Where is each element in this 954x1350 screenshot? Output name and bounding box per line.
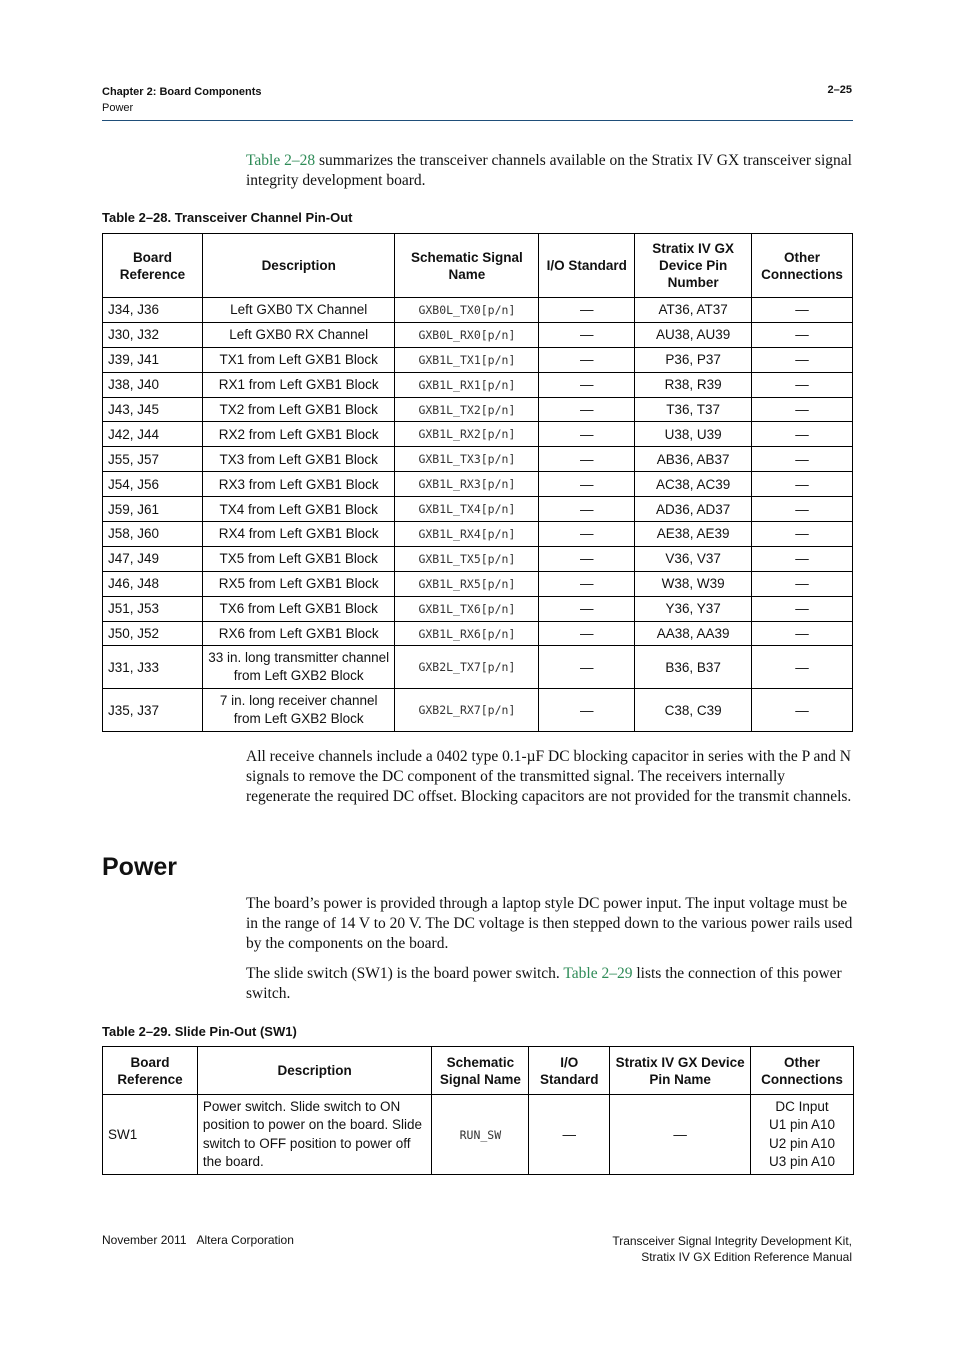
cell-io-standard: — <box>539 497 635 522</box>
table1-caption: Table 2–28. Transceiver Channel Pin-Out <box>102 210 353 225</box>
cell-device-pin: B36, B37 <box>635 646 752 689</box>
table-row <box>103 646 853 689</box>
table-row <box>103 522 853 547</box>
header-io-standard: I/O Standard <box>529 1047 610 1095</box>
cell-signal-name: GXB0L_RX0[p/n] <box>395 322 539 347</box>
cell-io-standard: — <box>539 522 635 547</box>
intro-paragraph <box>246 151 853 191</box>
cell-io-standard: — <box>529 1095 610 1175</box>
cell-board-reference: J46, J48 <box>103 571 203 596</box>
cell-other-connections: — <box>752 422 853 447</box>
header-board-reference: Board Reference <box>103 234 203 298</box>
cell-description: RX4 from Left GXB1 Block <box>202 522 395 547</box>
section-title: Power <box>102 102 134 114</box>
header-device-pin-name: Stratix IV GX Device Pin Name <box>610 1047 751 1095</box>
cell-board-reference: SW1 <box>103 1095 198 1175</box>
power-paragraph-2 <box>246 964 853 1004</box>
cell-io-standard: — <box>539 422 635 447</box>
cell-device-pin: AE38, AE39 <box>635 522 752 547</box>
table-row <box>103 322 853 347</box>
header-description: Description <box>197 1047 431 1095</box>
cell-board-reference: J39, J41 <box>103 347 203 372</box>
cell-description: TX6 from Left GXB1 Block <box>202 596 395 621</box>
cell-io-standard: — <box>539 372 635 397</box>
cell-description: Left GXB0 RX Channel <box>202 322 395 347</box>
cell-device-pin: W38, W39 <box>635 571 752 596</box>
cell-device-pin: AD36, AD37 <box>635 497 752 522</box>
cell-description: TX3 from Left GXB1 Block <box>202 447 395 472</box>
cell-io-standard: — <box>539 472 635 497</box>
cell-other-connections: — <box>752 571 853 596</box>
cell-signal-name: GXB1L_RX1[p/n] <box>395 372 539 397</box>
cell-description: Power switch. Slide switch to ON position to power on the board. Slide switch to OFF position to power off the board. <box>197 1095 431 1175</box>
power-heading: Power <box>102 853 178 881</box>
cell-device-pin: C38, C39 <box>635 689 752 732</box>
footer-company: Altera Corporation <box>196 1233 294 1247</box>
table-row <box>103 397 853 422</box>
cell-io-standard: — <box>539 646 635 689</box>
cell-signal-name: GXB1L_RX2[p/n] <box>395 422 539 447</box>
para2-text-after: lists the connection of this power switch. <box>246 965 842 1002</box>
cell-device-pin: AC38, AC39 <box>635 472 752 497</box>
cell-other-connections: — <box>752 689 853 732</box>
footer-left <box>102 1233 294 1247</box>
cell-description: 7 in. long receiver channel from Left GXB2 Block <box>202 689 395 732</box>
cell-signal-name: GXB1L_RX6[p/n] <box>395 621 539 646</box>
cell-other-connections: — <box>752 497 853 522</box>
cell-signal-name: GXB1L_TX4[p/n] <box>395 497 539 522</box>
cell-io-standard: — <box>539 621 635 646</box>
cell-device-pin: AU38, AU39 <box>635 322 752 347</box>
power-paragraph-1: The board’s power is provided through a laptop style DC power input. The input voltage must be in the range of 14 V to 20 V. The DC voltage is then stepped down to the various power rails used by the components on the board. <box>246 895 853 952</box>
table-row <box>103 621 853 646</box>
cell-description: Left GXB0 TX Channel <box>202 298 395 323</box>
header-other-connections: Other Connections <box>752 234 853 298</box>
cell-device-pin: P36, P37 <box>635 347 752 372</box>
cell-other-connections: — <box>752 646 853 689</box>
cell-board-reference: J51, J53 <box>103 596 203 621</box>
cell-signal-name: GXB1L_TX1[p/n] <box>395 347 539 372</box>
other-connection-line: U3 pin A10 <box>768 1154 836 1169</box>
cell-board-reference: J30, J32 <box>103 322 203 347</box>
cell-board-reference: J34, J36 <box>103 298 203 323</box>
table-row <box>103 422 853 447</box>
table-row <box>103 497 853 522</box>
cell-description: RX3 from Left GXB1 Block <box>202 472 395 497</box>
header-io-standard: I/O Standard <box>539 234 635 298</box>
table-row <box>103 571 853 596</box>
cell-other-connections: — <box>752 322 853 347</box>
cell-board-reference: J59, J61 <box>103 497 203 522</box>
header-board-reference: Board Reference <box>103 1047 198 1095</box>
cell-board-reference: J54, J56 <box>103 472 203 497</box>
cell-other-connections <box>750 1095 853 1175</box>
table-row <box>103 347 853 372</box>
transceiver-pinout-table <box>102 233 853 732</box>
cell-signal-name: GXB1L_TX6[p/n] <box>395 596 539 621</box>
cell-signal-name: GXB1L_RX4[p/n] <box>395 522 539 547</box>
cell-device-pin: R38, R39 <box>635 372 752 397</box>
cell-signal-name: GXB2L_TX7[p/n] <box>395 646 539 689</box>
table2-caption: Table 2–29. Slide Pin-Out (SW1) <box>102 1024 297 1039</box>
table-2-29-link[interactable]: Table 2–29 <box>563 965 633 982</box>
cell-description: 33 in. long transmitter channel from Left GXB2 Block <box>202 646 395 689</box>
cell-board-reference: J55, J57 <box>103 447 203 472</box>
footer-date: November 2011 <box>102 1233 187 1247</box>
cell-device-pin: Y36, Y37 <box>635 596 752 621</box>
cell-signal-name: RUN_SW <box>432 1095 529 1175</box>
cell-other-connections: — <box>752 347 853 372</box>
cell-board-reference: J50, J52 <box>103 621 203 646</box>
cell-description: TX5 from Left GXB1 Block <box>202 546 395 571</box>
cell-other-connections: — <box>752 298 853 323</box>
other-connection-line: U1 pin A10 <box>768 1117 836 1132</box>
cell-signal-name: GXB1L_TX5[p/n] <box>395 546 539 571</box>
table-row <box>103 472 853 497</box>
cell-io-standard: — <box>539 298 635 323</box>
cell-board-reference: J42, J44 <box>103 422 203 447</box>
cell-signal-name: GXB1L_TX3[p/n] <box>395 447 539 472</box>
cell-description: RX6 from Left GXB1 Block <box>202 621 395 646</box>
cell-device-pin: — <box>610 1095 751 1175</box>
cell-description: TX2 from Left GXB1 Block <box>202 397 395 422</box>
cell-io-standard: — <box>539 447 635 472</box>
cell-other-connections: — <box>752 522 853 547</box>
cell-board-reference: J35, J37 <box>103 689 203 732</box>
table-row <box>103 546 853 571</box>
cell-other-connections: — <box>752 596 853 621</box>
table-row <box>103 298 853 323</box>
receive-note-paragraph: All receive channels include a 0402 type 0.1-µF DC blocking capacitor in series with the P and N signals to remove the DC component of the transmitted signal. The receivers internally regenerate the required DC offset. Blocking capacitors are not provided for the transmit channels. <box>246 748 852 805</box>
cell-board-reference: J31, J33 <box>103 646 203 689</box>
cell-io-standard: — <box>539 397 635 422</box>
cell-description: TX1 from Left GXB1 Block <box>202 347 395 372</box>
table-row <box>103 689 853 732</box>
cell-description: RX1 from Left GXB1 Block <box>202 372 395 397</box>
slide-pinout-table <box>102 1046 854 1175</box>
cell-description: RX2 from Left GXB1 Block <box>202 422 395 447</box>
cell-other-connections: — <box>752 621 853 646</box>
page-number: 2–25 <box>827 84 852 96</box>
cell-board-reference: J43, J45 <box>103 397 203 422</box>
cell-other-connections: — <box>752 472 853 497</box>
cell-board-reference: J47, J49 <box>103 546 203 571</box>
header-description: Description <box>202 234 395 298</box>
cell-other-connections: — <box>752 546 853 571</box>
cell-other-connections: — <box>752 447 853 472</box>
cell-other-connections: — <box>752 397 853 422</box>
cell-signal-name: GXB1L_TX2[p/n] <box>395 397 539 422</box>
cell-device-pin: V36, V37 <box>635 546 752 571</box>
header-schematic-signal-name: Schematic Signal Name <box>432 1047 529 1095</box>
cell-io-standard: — <box>539 689 635 732</box>
table-2-28-link[interactable]: Table 2–28 <box>246 152 316 169</box>
header-schematic-signal-name: Schematic Signal Name <box>395 234 539 298</box>
running-header <box>102 84 262 116</box>
table-row <box>103 596 853 621</box>
table-row <box>103 372 853 397</box>
other-connection-line: DC Input <box>775 1098 829 1114</box>
cell-board-reference: J38, J40 <box>103 372 203 397</box>
cell-other-connections: — <box>752 372 853 397</box>
cell-description: TX4 from Left GXB1 Block <box>202 497 395 522</box>
cell-signal-name: GXB1L_RX3[p/n] <box>395 472 539 497</box>
chapter-title: Chapter 2: Board Components <box>102 86 262 98</box>
cell-device-pin: U38, U39 <box>635 422 752 447</box>
footer-doc-title-line2: Stratix IV GX Edition Reference Manual <box>641 1250 852 1264</box>
cell-signal-name: GXB2L_RX7[p/n] <box>395 689 539 732</box>
footer-doc-title-line1: Transceiver Signal Integrity Development Kit, <box>612 1234 852 1248</box>
cell-signal-name: GXB0L_TX0[p/n] <box>395 298 539 323</box>
table-row <box>103 1095 854 1175</box>
table-row <box>103 447 853 472</box>
cell-description: RX5 from Left GXB1 Block <box>202 571 395 596</box>
cell-io-standard: — <box>539 546 635 571</box>
cell-signal-name: GXB1L_RX5[p/n] <box>395 571 539 596</box>
cell-io-standard: — <box>539 322 635 347</box>
intro-text: summarizes the transceiver channels available on the Stratix IV GX transceiver signal integrity development board. <box>246 152 852 189</box>
cell-device-pin: T36, T37 <box>635 397 752 422</box>
other-connection-line: U2 pin A10 <box>768 1135 836 1151</box>
table2-header-row <box>103 1047 854 1095</box>
table-header-row <box>103 234 853 298</box>
cell-device-pin: AB36, AB37 <box>635 447 752 472</box>
cell-io-standard: — <box>539 596 635 621</box>
cell-io-standard: — <box>539 347 635 372</box>
para2-text-before: The slide switch (SW1) is the board power switch. <box>246 965 564 982</box>
header-device-pin-number: Stratix IV GX Device Pin Number <box>635 234 752 298</box>
header-other-connections: Other Connections <box>750 1047 853 1095</box>
cell-board-reference: J58, J60 <box>103 522 203 547</box>
cell-device-pin: AT36, AT37 <box>635 298 752 323</box>
cell-device-pin: AA38, AA39 <box>635 621 752 646</box>
header-rule <box>102 120 853 121</box>
footer-right <box>612 1233 852 1265</box>
cell-io-standard: — <box>539 571 635 596</box>
